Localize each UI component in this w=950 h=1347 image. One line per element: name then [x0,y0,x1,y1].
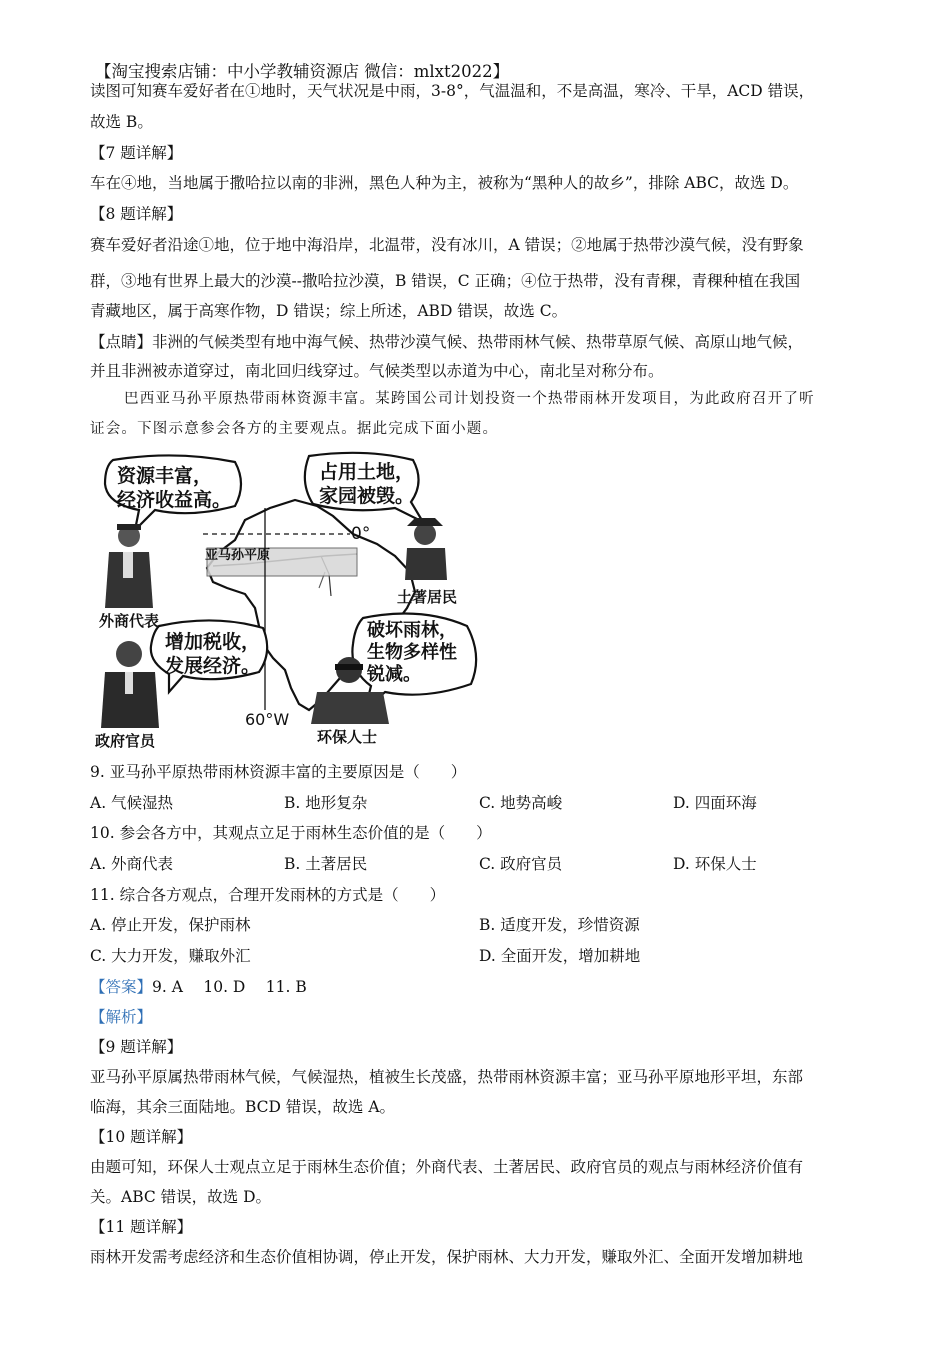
q8-explanation-line-3: 青藏地区，属于高寒作物，D 错误；综上所述，ABD 错误，故选 C。 [90,302,568,320]
q11-option-c: C. 大力开发，赚取外汇 [90,947,251,965]
q10-option-c: C. 政府官员 [479,855,563,873]
q8-explanation-line-2: 群，③地有世界上最大的沙漠--撒哈拉沙漠，B 错误，C 正确；④位于热带，没有青稞，青稞种植在我国 [90,272,801,290]
native-quote-line-1: 占用土地， [319,461,415,483]
foreign-rep-quote-line-2: 经济收益高。 [117,489,232,511]
q9-stem: 9. 亚马孙平原热带雨林资源丰富的主要原因是（ ） [90,763,467,781]
q11-option-d: D. 全面开发，增加耕地 [479,947,641,965]
q10-heading: 【10 题详解】 [90,1128,193,1146]
q9-option-a: A. 气候湿热 [90,794,174,812]
q6-explanation-line-2: 故选 B。 [90,113,153,131]
q8-heading: 【8 题详解】 [90,205,183,223]
q11-stem: 11. 综合各方观点，合理开发雨林的方式是（ ） [90,886,446,904]
q9-explanation-line-2: 临海，其余三面陆地。BCD 错误，故选 A。 [90,1098,396,1116]
q9-heading: 【9 题详解】 [90,1038,183,1056]
native-quote-line-2: 家园被毁。 [319,485,415,507]
official-quote-line-1: 增加税收， [165,631,261,653]
q9-option-c: C. 地势高峻 [479,794,563,812]
environmentalist-quote-line-2: 生物多样性 [367,642,457,663]
foreign-rep-caption: 外商代表 [99,612,160,630]
environmentalist-quote-line-3: 锐减。 [367,664,421,685]
meridian-label: 60°W [245,710,290,729]
environmentalist-quote-line-1: 破坏雨林， [367,620,457,641]
foreign-rep-figure [105,524,153,608]
analysis-label: 【解析】 [90,1008,153,1026]
official-figure [101,641,159,728]
q10-option-a: A. 外商代表 [90,855,174,873]
q10-stem: 10. 参会各方中，其观点立足于雨林生态价值的是（ ） [90,824,492,842]
q9-option-b: B. 地形复杂 [284,794,368,812]
q8-explanation-line-1: 赛车爱好者沿途①地，位于地中海沿岸，北温带，没有冰川，A 错误；②地属于热带沙漠气候，没有野象 [90,236,804,254]
official-quote-line-2: 发展经济。 [165,655,261,677]
amazon-plain-label: 亚马孙平原 [205,548,271,563]
hearing-illustration [95,448,490,752]
q7-explanation: 车在④地，当地属于撒哈拉以南的非洲，黑色人种为主，被称为“黑种人的故乡”，排除 ABC，故选 D。 [90,174,799,192]
q11-option-b: B. 适度开发，珍惜资源 [479,916,640,934]
q11-option-a: A. 停止开发，保护雨林 [90,916,251,934]
q7-heading: 【7 题详解】 [90,144,183,162]
q10-option-d: D. 环保人士 [673,855,757,873]
native-caption: 土著居民 [397,588,458,606]
official-caption: 政府官员 [95,732,156,750]
dianjing-line-2: 并且非洲被赤道穿过，南北回归线穿过。气候类型以赤道为中心，南北呈对称分布。 [90,362,664,380]
intro-line-1: 巴西亚马孙平原热带雨林资源丰富。某跨国公司计划投资一个热带雨林开发项目，为此政府召开了听 [124,391,815,407]
q11-explanation-line-1: 雨林开发需考虑经济和生态价值相协调，停止开发，保护雨林、大力开发，赚取外汇、全面开发增加耕地 [90,1248,804,1266]
native-figure [405,518,447,580]
dianjing-line-1: 【点睛】非洲的气候类型有地中海气候、热带沙漠气候、热带雨林气候、热带草原气候、高原山地气候， [90,333,804,351]
environmentalist-caption: 环保人士 [317,728,378,746]
q10-option-b: B. 土著居民 [284,855,368,873]
q9-option-d: D. 四面环海 [673,794,757,812]
shop-header: 【淘宝搜索店铺：中小学教辅资源店 微信：mlxt2022】 [95,62,510,81]
q6-explanation-line-1: 读图可知赛车爱好者在①地时，天气状况是中雨，3-8°，气温温和，不是高温，寒冷、干旱，ACD 错误， [90,82,815,100]
equator-label: 0° [351,524,371,544]
answer-row [90,976,307,998]
answer-label: 【答案】 [90,978,153,996]
q10-explanation-line-1: 由题可知，环保人士观点立足于雨林生态价值；外商代表、土著居民、政府官员的观点与雨林经济价值有 [90,1158,804,1176]
answer-text: 9. A 10. D 11. B [152,978,307,996]
q10-explanation-line-2: 关。ABC 错误，故选 D。 [90,1188,272,1206]
q11-heading: 【11 题详解】 [90,1218,193,1236]
q9-explanation-line-1: 亚马孙平原属热带雨林气候，气候湿热，植被生长茂盛，热带雨林资源丰富；亚马孙平原地形平坦，东部 [90,1068,804,1086]
intro-line-2: 证会。下图示意参会各方的主要观点。据此完成下面小题。 [90,421,499,437]
foreign-rep-quote-line-1: 资源丰富， [117,465,213,487]
